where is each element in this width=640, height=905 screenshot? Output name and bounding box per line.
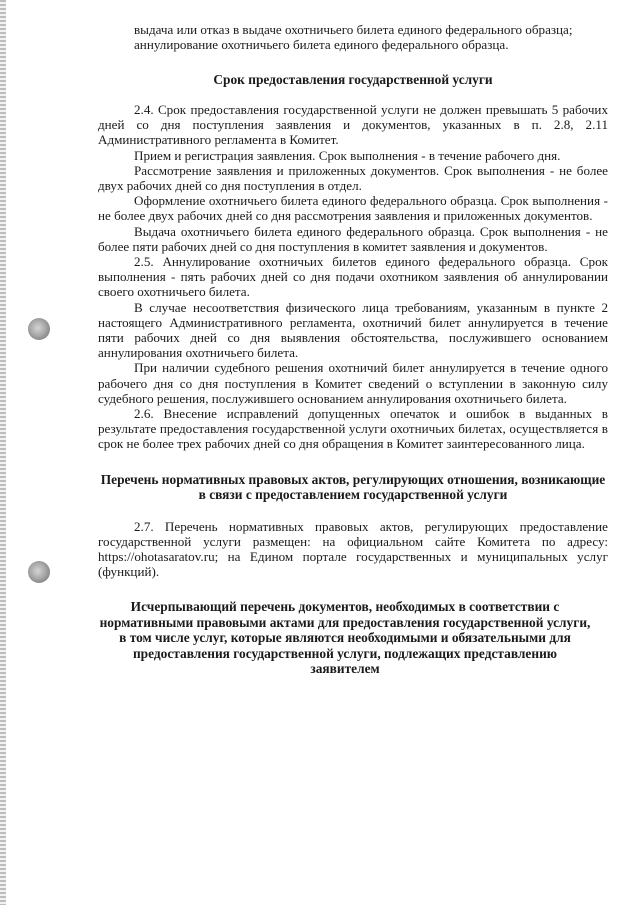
paragraph-reception: Прием и регистрация заявления. Срок выполнения - в течение рабочего дня. xyxy=(134,147,561,163)
intro-item-annul: аннулирование охотничьего билета единого федерального образца. xyxy=(134,37,509,53)
paragraph-2-6: 2.6. Внесение исправлений допущенных опечаток и ошибок в выданных в результате предоставления государственной услуги охотничьих билетах, осуществляется в срок не более трех рабочих дней со дня обращения в Комитет заинтересованного лица. xyxy=(98,405,608,452)
paragraph-noncompliance: В случае несоответствия физического лица требованиям, указанным в пункте 2 настоящего Административного регламента, охотничий билет аннулируется в течение пяти рабочих дней со дня выявления обстоятельства, послужившего основанием аннулирования охотничьего билета. xyxy=(98,299,608,361)
paragraph-2-7: 2.7. Перечень нормативных правовых актов, регулирующих предоставление государственной услуги размещен: на официальном сайте Комитета по адресу: https://ohotasaratov.ru; на Едином портале государственных и муниципальных услуг (функций). xyxy=(98,518,608,580)
section-heading-acts: Перечень нормативных правовых актов, регулирующих отношения, возникающие в связи с предоставлением государственной услуги xyxy=(100,471,606,503)
intro-item-issue: выдача или отказ в выдаче охотничьего билета единого федерального образца; xyxy=(134,22,573,37)
punch-hole-top xyxy=(28,318,50,340)
paragraph-review: Рассмотрение заявления и приложенных документов. Срок выполнения - не более двух рабочих дней со дня поступления в отдел. xyxy=(98,162,608,193)
scan-edge xyxy=(0,0,6,905)
paragraph-2-5: 2.5. Аннулирование охотничьих билетов единого федерального образца. Срок выполнения - пять рабочих дней со дня подачи охотником заявления об аннулировании своего охотничьего билета. xyxy=(98,253,608,300)
document-page xyxy=(98,22,608,677)
paragraph-court-decision: При наличии судебного решения охотничий билет аннулируется в течение одного рабочего дня со дня поступления в Комитет сведений о вступлении в законную силу судебного решения, послужившего основанием аннулирования охотничьего билета. xyxy=(98,360,608,406)
section-heading-term: Срок предоставления государственной услуги xyxy=(213,72,493,88)
paragraph-issuance-prep: Оформление охотничьего билета единого федерального образца. Срок выполнения - не более двух рабочих дней со дня рассмотрения заявления и приложенных документов. xyxy=(98,193,608,224)
paragraph-issuance: Выдача охотничьего билета единого федерального образца. Срок выполнения - не более пяти рабочих дней со дня поступления в комитет заявления и документов. xyxy=(98,223,608,254)
paragraph-2-4: 2.4. Срок предоставления государственной услуги не должен превышать 5 рабочих дней со дня поступления заявления и документов, указанных в п. 2.8, 2.11 Административного регламента в Комитет. xyxy=(98,101,608,148)
punch-hole-bottom xyxy=(28,561,50,583)
section-heading-documents: Исчерпывающий перечень документов, необходимых в соответствии с нормативными правовыми актами для предоставления государственной услуги, в том числе услуг, которые являются необходимыми и обязательными для предоставления государственной услуги, подлежащих представлению заявителем xyxy=(99,599,591,677)
